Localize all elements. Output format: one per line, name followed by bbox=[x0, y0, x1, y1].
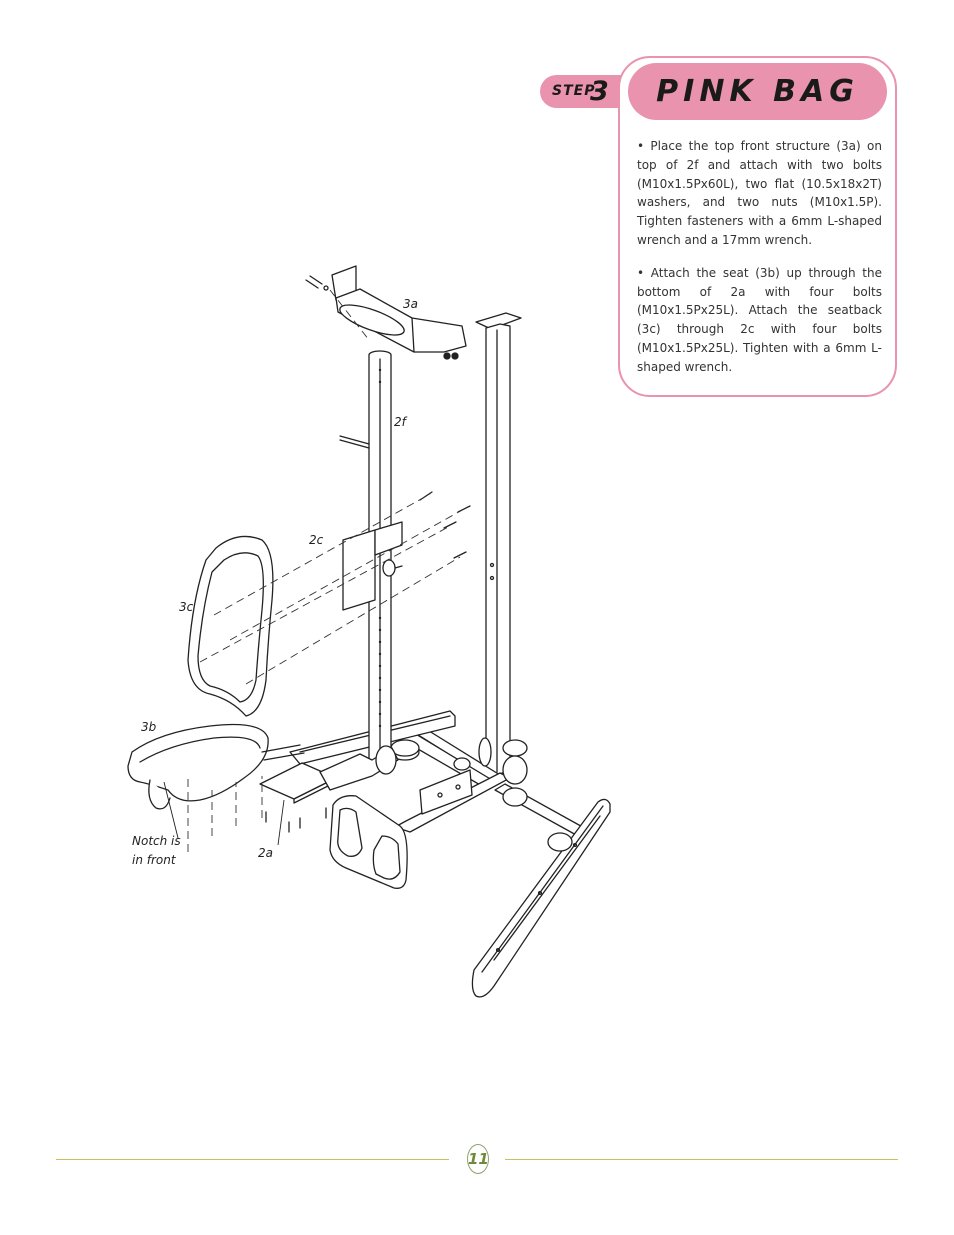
label-3c: 3c bbox=[179, 600, 194, 614]
title-bar bbox=[628, 63, 887, 120]
rear-upright bbox=[476, 313, 521, 775]
stabilizer-foot bbox=[472, 799, 610, 996]
notch-note-line2: in front bbox=[132, 853, 176, 867]
seatback bbox=[188, 536, 273, 716]
step-number: 3 bbox=[590, 76, 609, 107]
label-3a: 3a bbox=[403, 297, 418, 311]
label-2a: 2a bbox=[258, 846, 273, 860]
top-front-structure bbox=[306, 266, 466, 359]
label-3b: 3b bbox=[141, 720, 157, 734]
bracket-bolts bbox=[420, 492, 470, 558]
label-2f: 2f bbox=[394, 415, 406, 429]
foot-pedals bbox=[330, 796, 407, 889]
page-title: PINK BAG bbox=[656, 74, 859, 109]
step-tab bbox=[540, 75, 626, 108]
footer-rule-left bbox=[56, 1159, 449, 1160]
step-word: STEP bbox=[552, 83, 596, 99]
seat bbox=[128, 725, 304, 809]
instruction-paragraph-2: • Attach the seat (3b) up through the bottom of 2a with four bolts (M10x1.5Px25L). Attach the seatback (3c) through 2c with four bolts (M10x1.5Px25L). Tighten with a 6mm L-shaped wrench. bbox=[637, 265, 882, 374]
instruction-paragraph-1: • Place the top front structure (3a) on top of 2f and attach with two bolts (M10x1.5Px60L), two flat (10.5x18x2T) washers, and two nuts (M10x1.5P). Tighten fasteners with a 6mm L-shaped wrench and a 17mm wrench. bbox=[637, 139, 882, 247]
page-number: 11 bbox=[467, 1144, 489, 1174]
notch-note-line1: Notch is bbox=[132, 834, 181, 848]
assembly-diagram bbox=[120, 255, 620, 1015]
footer-rule-right bbox=[505, 1159, 898, 1160]
instruction-text bbox=[637, 137, 882, 391]
label-2c: 2c bbox=[309, 533, 324, 547]
